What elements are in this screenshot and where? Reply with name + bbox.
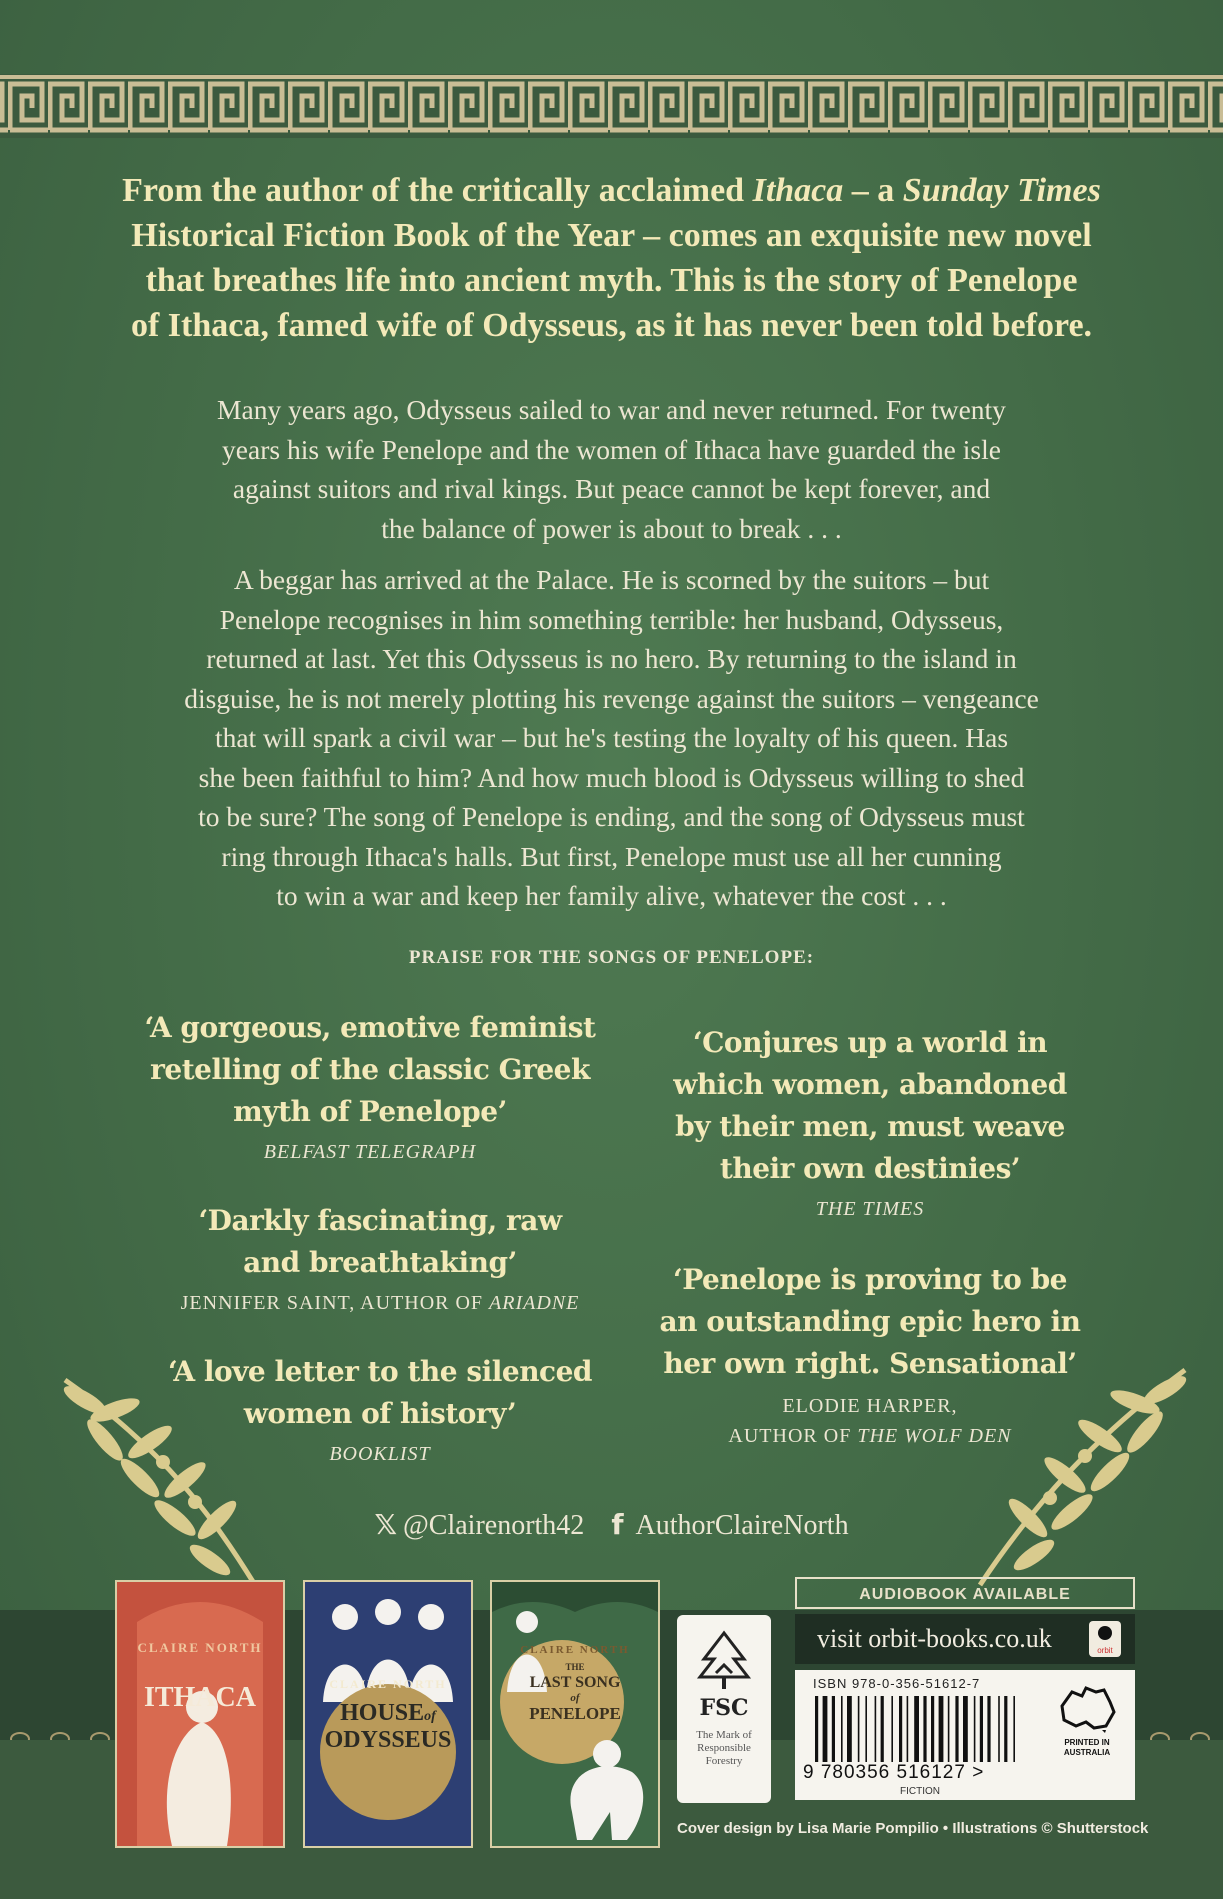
publisher-website: visit orbit-books.co.uk orbit <box>795 1614 1135 1664</box>
olive-branch-left-illustration <box>45 1370 275 1590</box>
blurb-line-4: of Ithaca, famed wife of Odysseus, as it has never been told before. <box>130 307 1093 344</box>
author-social-links <box>0 1508 1223 1542</box>
quote-line: ‘Conjures up a world in <box>692 1026 1048 1059</box>
text-line: against suitors and rival kings. But peace cannot be kept forever, and <box>232 473 991 504</box>
book-title: LAST SONG <box>529 1674 621 1691</box>
quote-line: retelling of the classic Greek <box>150 1053 590 1086</box>
quote-source: JENNIFER SAINT, AUTHOR OF ARIADNE <box>180 1292 580 1314</box>
quote-line: ‘A gorgeous, emotive feminist <box>144 1011 596 1044</box>
text-line: returned at last. Yet this Odysseus is no hero. By returning to the island in <box>206 643 1017 674</box>
category-label: FICTION <box>900 1786 940 1797</box>
text-line: years his wife Penelope and the women of Ithaca have guarded the isle <box>222 433 1001 465</box>
printed-in-australia-mark: PRINTED IN AUSTRALIA <box>1047 1682 1127 1758</box>
quote-line: women of history’ <box>243 1397 517 1430</box>
blurb-line-3: that breathes life into ancient myth. This is the story of Penelope <box>145 262 1078 299</box>
quote-line: her own right. Sensational’ <box>663 1347 1077 1380</box>
book-title-the: THE <box>565 1662 585 1672</box>
greek-key-border <box>0 74 1223 138</box>
book-author: CLAIRE NORTH <box>520 1644 630 1656</box>
text-line: disguise, he is not merely plotting his revenge against the suitors – vengeance <box>184 682 1039 714</box>
text-line: to be sure? The song of Penelope is ending, and the song of Odysseus must <box>198 801 1025 832</box>
book-title: HOUSEof <box>340 1700 436 1726</box>
text-line: that will spark a civil war – but he's testing the loyalty of his queen. Has <box>214 722 1009 753</box>
blurb-line-2: Historical Fiction Book of the Year – comes an exquisite new novel <box>131 217 1092 254</box>
olive-branch-right-illustration <box>960 1360 1200 1590</box>
quote-line: and breathtaking’ <box>243 1246 517 1279</box>
fsc-certification-logo <box>677 1615 771 1803</box>
facebook-icon: f <box>611 1508 624 1541</box>
quote-source: THE TIMES <box>815 1198 925 1220</box>
praise-heading: PRAISE FOR THE SONGS OF PENELOPE: <box>408 947 815 968</box>
praise-quote-jennifer-saint <box>120 1200 640 1318</box>
quote-line: by their men, must weave <box>675 1110 1065 1143</box>
australia-map-icon <box>1056 1682 1118 1734</box>
quote-line: which women, abandoned <box>673 1068 1067 1101</box>
quote-line: ‘A love letter to the silenced <box>167 1355 592 1388</box>
quote-line: ‘Penelope is proving to be <box>673 1263 1067 1296</box>
cover-credits: Cover design by Lisa Marie Pompilio • Illustrations © Shutterstock <box>677 1820 1149 1837</box>
fsc-tree-icon <box>694 1629 754 1691</box>
praise-quote-the-times <box>640 1022 1100 1224</box>
quote-source: ELODIE HARPER, AUTHOR OF THE WOLF DEN <box>728 1395 1012 1447</box>
audiobook-available-label: AUDIOBOOK AVAILABLE <box>795 1577 1135 1609</box>
book-cover-ithaca <box>115 1580 285 1848</box>
synopsis-paragraph-2 <box>100 560 1123 916</box>
book-author: CLAIRE NORTH <box>137 1640 263 1655</box>
book-title-line-2: ODYSSEUS <box>324 1727 452 1753</box>
quote-source: BOOKLIST <box>329 1443 431 1465</box>
barcode-image <box>813 1696 1023 1764</box>
quote-source: BELFAST TELEGRAPH <box>263 1141 477 1163</box>
ithaca-cover-illustration <box>117 1582 283 1846</box>
text-line: ring through Ithaca's halls. But first, Penelope must use all her cunning <box>221 840 1002 872</box>
text-line: A beggar has arrived at the Palace. He is scorned by the suitors – but <box>233 564 990 595</box>
x-twitter-icon: 𝕏 <box>374 1508 397 1541</box>
book-title: ITHACA <box>143 1682 256 1713</box>
isbn-text: ISBN 978-0-356-51612-7 <box>813 1676 981 1691</box>
quote-line: their own destinies’ <box>719 1152 1021 1185</box>
book-cover-house-of-odysseus <box>303 1580 473 1848</box>
text-line: she been faithful to him? And how much blood is Odysseus willing to shed <box>198 761 1025 793</box>
facebook-handle: AuthorClaireNorth <box>635 1510 849 1541</box>
fsc-tagline: The Mark of Responsible Forestry <box>696 1729 752 1767</box>
book-cover-last-song-of-penelope <box>490 1580 660 1848</box>
synopsis-paragraph-1 <box>100 390 1123 548</box>
book-author: CLAIRE NORTH <box>329 1677 447 1691</box>
twitter-handle: @Clairenorth42 <box>403 1510 585 1541</box>
orbit-logo: orbit <box>1089 1621 1121 1657</box>
blurb-line-1: From the author of the critically acclaimed Ithaca – a Sunday Times <box>122 172 1101 209</box>
praise-quote-belfast <box>120 1007 620 1167</box>
quote-line: myth of Penelope’ <box>233 1095 507 1128</box>
fsc-label: FSC <box>699 1695 749 1721</box>
headline-blurb <box>110 168 1113 348</box>
quote-line: ‘Darkly fascinating, raw <box>198 1204 562 1237</box>
text-line: to win a war and keep her family alive, whatever the cost . . . <box>276 880 947 911</box>
text-line: the balance of power is about to break . . . <box>381 512 842 544</box>
book-title-line-2: PENELOPE <box>529 1704 621 1723</box>
book-title-of: of <box>570 1692 580 1704</box>
text-line: Many years ago, Odysseus sailed to war and never returned. For twenty <box>217 394 1006 425</box>
quote-line: an outstanding epic hero in <box>659 1305 1081 1338</box>
isbn-barcode-panel <box>795 1670 1135 1800</box>
barcode-digits: 9 780356 516127 > <box>803 1762 985 1783</box>
text-line: Penelope recognises in him something terrible: her husband, Odysseus, <box>219 603 1004 635</box>
